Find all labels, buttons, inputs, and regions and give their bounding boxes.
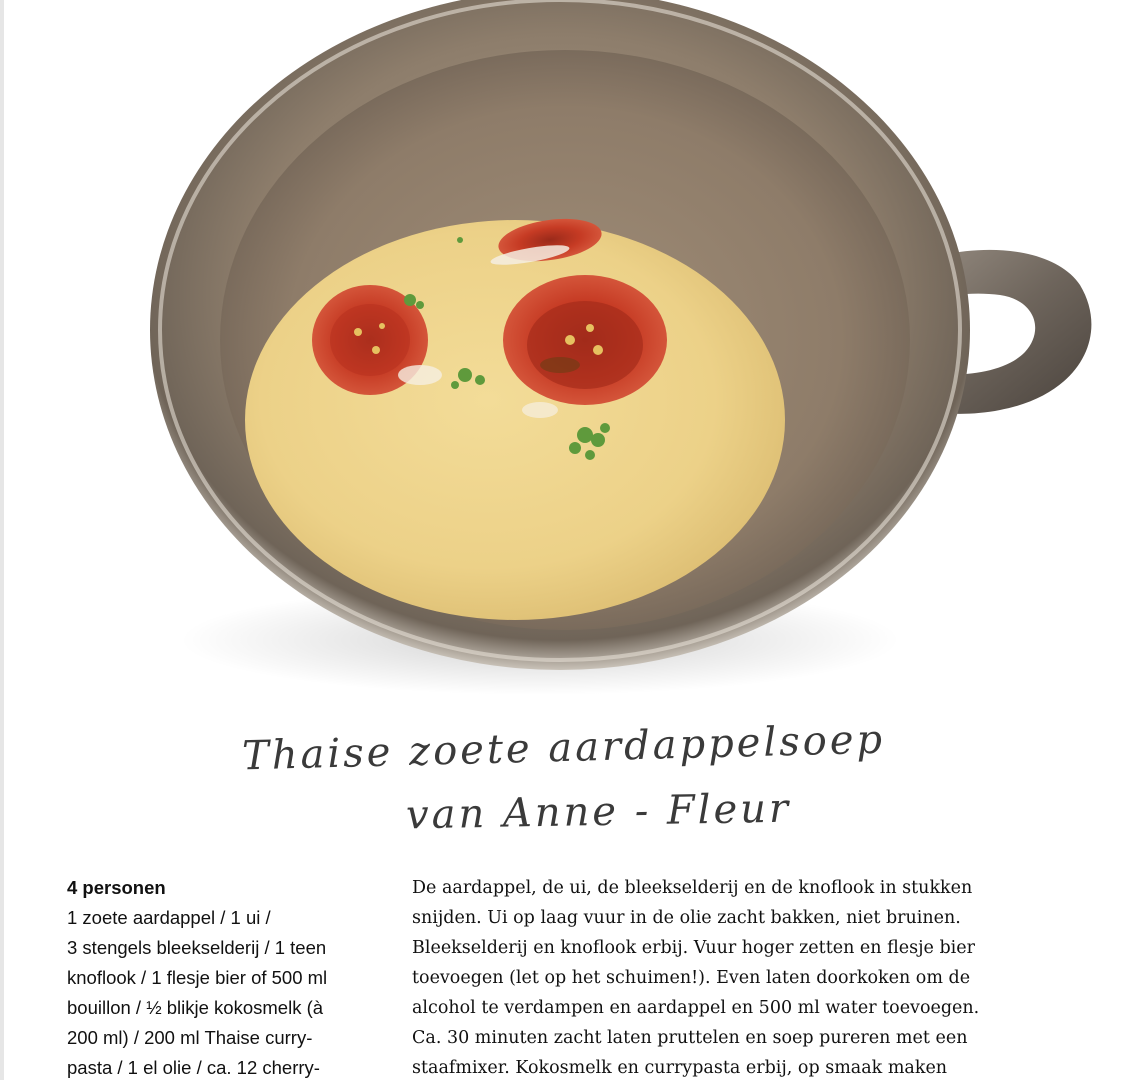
tomato-slice-icon	[503, 275, 667, 405]
page-edge	[0, 0, 4, 1080]
ingredient-line: 1 zoete aardappel / 1 ui /	[67, 907, 271, 928]
method-line: Ca. 30 minuten zacht laten pruttelen en soep pureren met een	[412, 1028, 968, 1048]
ingredient-line: 3 stengels bleekselderij / 1 teen	[67, 937, 327, 958]
ingredient-line: 200 ml) / 200 ml Thaise curry-	[67, 1027, 313, 1048]
method-line: snijden. Ui op laag vuur in de olie zacht bakken, niet bruinen.	[412, 908, 961, 928]
method-line: alcohol te verdampen en aardappel en 500 ml water toevoegen.	[412, 998, 980, 1018]
ingredient-line: bouillon / ½ blikje kokosmelk (à	[67, 997, 324, 1018]
title-line-2: van Anne - Fleur	[405, 785, 792, 839]
ingredients-list	[67, 873, 387, 1080]
servings-heading: 4 personen	[67, 877, 166, 898]
method-line: De aardappel, de ui, de bleekselderij en de knoflook in stukken	[412, 878, 973, 898]
method-line: Bleekselderij en knoflook erbij. Vuur hoger zetten en flesje bier	[412, 938, 975, 958]
method-line: staafmixer. Kokosmelk en currypasta erbij, op smaak maken	[412, 1058, 948, 1078]
soup-bowl-photo	[120, 0, 1120, 700]
title-line-1: Thaise zoete aardappelsoep	[241, 716, 886, 780]
ingredient-line: knoflook / 1 flesje bier of 500 ml	[67, 967, 328, 988]
method-line: toevoegen (let op het schuimen!). Even laten doorkoken om de	[412, 968, 971, 988]
ingredient-line: pasta / 1 el olie / ca. 12 cherry-	[67, 1057, 320, 1078]
soup-surface	[245, 220, 785, 620]
method-text	[412, 873, 1112, 1080]
